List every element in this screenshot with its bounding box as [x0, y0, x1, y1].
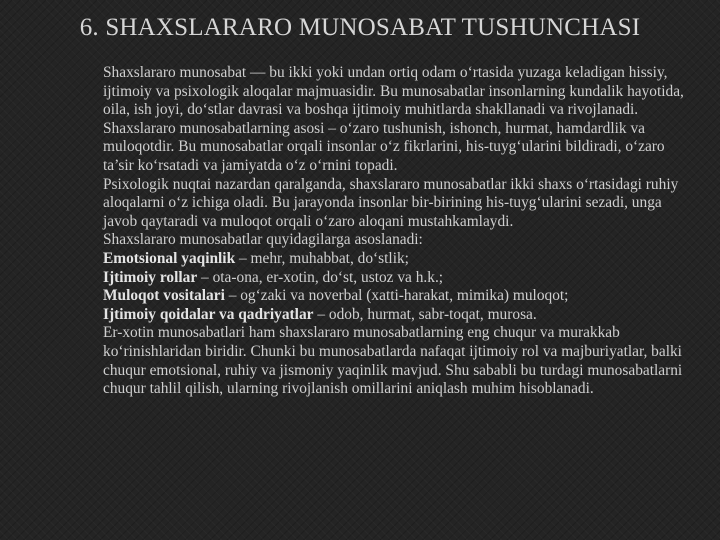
list-item-desc: – mehr, muhabbat, do‘stlik; [235, 249, 409, 267]
slide-title: 6. SHAXSLARARO MUNOSABAT TUSHUNCHASI [79, 14, 641, 41]
list-item-term: Ijtimoiy qoidalar va qadriyatlar [103, 305, 314, 323]
slide-body [103, 64, 695, 399]
list-item [103, 250, 695, 269]
list-item-term: Muloqot vositalari [103, 287, 225, 305]
list-item-desc: – og‘zaki va noverbal (xatti-harakat, mimika) muloqot; [224, 287, 569, 305]
list-item-desc: – ota-ona, er-xotin, do‘st, ustoz va h.k.; [197, 268, 444, 286]
paragraph-psychology: Psixologik nuqtai nazardan qaralganda, shaxslararo munosabatlar ikki shaxs o‘rtasidagi ruhiy aloqalarni o‘z ichiga oladi. Bu jarayonda insonlar bir-birining his-tuyg‘ularini sezadi, unga javob qaytaradi va muloqot orqali o‘zaro aloqani mustahkamlaydi. [103, 175, 679, 230]
paragraph-list-intro: Shaxslararo munosabatlar quyidagilarga asoslanadi: [103, 231, 423, 249]
list-item [103, 287, 695, 306]
list-item-term: Ijtimoiy rollar [103, 268, 198, 286]
paragraph-basis: Shaxslararo munosabatlarning asosi – o‘zaro tushunish, ishonch, hurmat, hamdardlik va muloqotdir. Bu munosabatlar orqali insonlar o‘z fikrlarini, his-tuyg‘ularini bildiradi, o‘zaro ta’sir ko‘rsatadi va jamiyatda o‘z o‘rnini topadi. [103, 119, 665, 174]
paragraph-closing: Er-xotin munosabatlari ham shaxslararo munosabatlarning eng chuqur va murakkab ko‘rinishlaridan biridir. Chunki bu munosabatlarda nafaqat ijtimoiy rol va majburiyatlar, balki chuqur emotsional, ruhiy va jismoniy yaqinlik mavjud. Shu sababli bu turdagi munosabatlarni chuqur tahlil qilish, ularning rivojlanish omillarini aniqlash muhim hisoblanadi. [103, 324, 683, 398]
list-item [103, 306, 695, 325]
paragraph-definition: Shaxslararo munosabat — bu ikki yoki undan ortiq odam o‘rtasida yuzaga keladigan hissiy, ijtimoiy va psixologik aloqalar majmuasidir. Bu munosabatlar insonlarning kundalik hayotida, oila, ish joyi, do‘stlar davrasi va boshqa ijtimoiy muhitlarda shakllanadi va rivojlanadi. [103, 64, 684, 119]
list-item [103, 269, 695, 288]
list-item-desc: – odob, hurmat, sabr-toqat, murosa. [313, 305, 537, 323]
list-item-term: Emotsional yaqinlik [103, 249, 236, 267]
